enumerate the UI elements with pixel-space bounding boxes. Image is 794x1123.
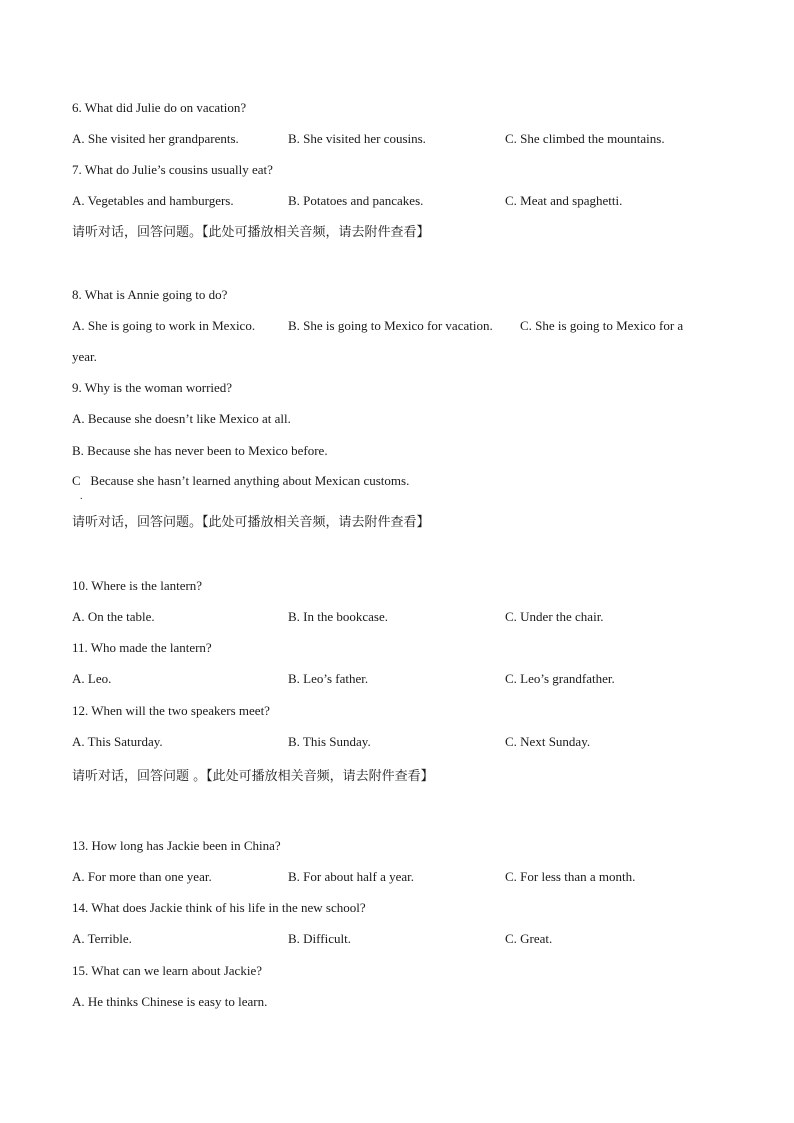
q10-option-a: A. On the table. [72, 609, 155, 624]
q15-option-a: A. He thinks Chinese is easy to learn. [72, 994, 268, 1009]
instruction-1: 请听对话，回答问题。【此处可播放相关音频，请去附件查看】 [72, 225, 430, 240]
question-7: 7. What do Julie’s cousins usually eat? [72, 162, 273, 177]
question-11: 11. Who made the lantern? [72, 640, 212, 655]
q12-option-c: C. Next Sunday. [505, 734, 591, 749]
question-6: 6. What did Julie do on vacation? [72, 100, 247, 115]
q6-option-c: C. She climbed the mountains. [505, 131, 665, 146]
q10-option-b: B. In the bookcase. [288, 609, 389, 624]
q7-option-c: C. Meat and spaghetti. [505, 193, 623, 208]
q8-option-a: A. She is going to work in Mexico. [72, 318, 256, 333]
question-10: 10. Where is the lantern? [72, 578, 203, 593]
q10-option-c: C. Under the chair. [505, 609, 604, 624]
q13-option-c: C. For less than a month. [505, 869, 636, 884]
q11-option-c: C. Leo’s grandfather. [505, 671, 615, 686]
q12-option-b: B. This Sunday. [288, 734, 371, 749]
instruction-3: 请听对话，回答问题 。【此处可播放相关音频，请去附件查看】 [72, 769, 434, 784]
q8-option-b: B. She is going to Mexico for vacation. [288, 318, 493, 333]
q13-option-b: B. For about half a year. [288, 869, 414, 884]
q14-option-b: B. Difficult. [288, 931, 351, 946]
question-9: 9. Why is the woman worried? [72, 380, 233, 395]
q12-option-a: A. This Saturday. [72, 734, 163, 749]
q9-option-c: C Because she hasn’t learned anything about Mexican customs. [72, 473, 410, 488]
stray-dot: . [80, 491, 83, 502]
q7-option-b: B. Potatoes and pancakes. [288, 193, 424, 208]
q9-option-b: B. Because she has never been to Mexico before. [72, 443, 328, 458]
q7-option-a: A. Vegetables and hamburgers. [72, 193, 234, 208]
question-15: 15. What can we learn about Jackie? [72, 963, 262, 978]
q14-option-a: A. Terrible. [72, 931, 132, 946]
instruction-2: 请听对话，回答问题。【此处可播放相关音频，请去附件查看】 [72, 515, 430, 530]
q6-option-a: A. She visited her grandparents. [72, 131, 239, 146]
question-12: 12. When will the two speakers meet? [72, 703, 270, 718]
q9-option-a: A. Because she doesn’t like Mexico at all. [72, 411, 291, 426]
q11-option-b: B. Leo’s father. [288, 671, 369, 686]
question-13: 13. How long has Jackie been in China? [72, 838, 281, 853]
q14-option-c: C. Great. [505, 931, 553, 946]
q8-option-c: C. She is going to Mexico for a [520, 318, 684, 333]
q13-option-a: A. For more than one year. [72, 869, 212, 884]
q11-option-a: A. Leo. [72, 671, 112, 686]
question-14: 14. What does Jackie think of his life in the new school? [72, 900, 366, 915]
question-8: 8. What is Annie going to do? [72, 287, 228, 302]
q8-option-c-wrap: year. [72, 349, 97, 364]
q6-option-b: B. She visited her cousins. [288, 131, 426, 146]
